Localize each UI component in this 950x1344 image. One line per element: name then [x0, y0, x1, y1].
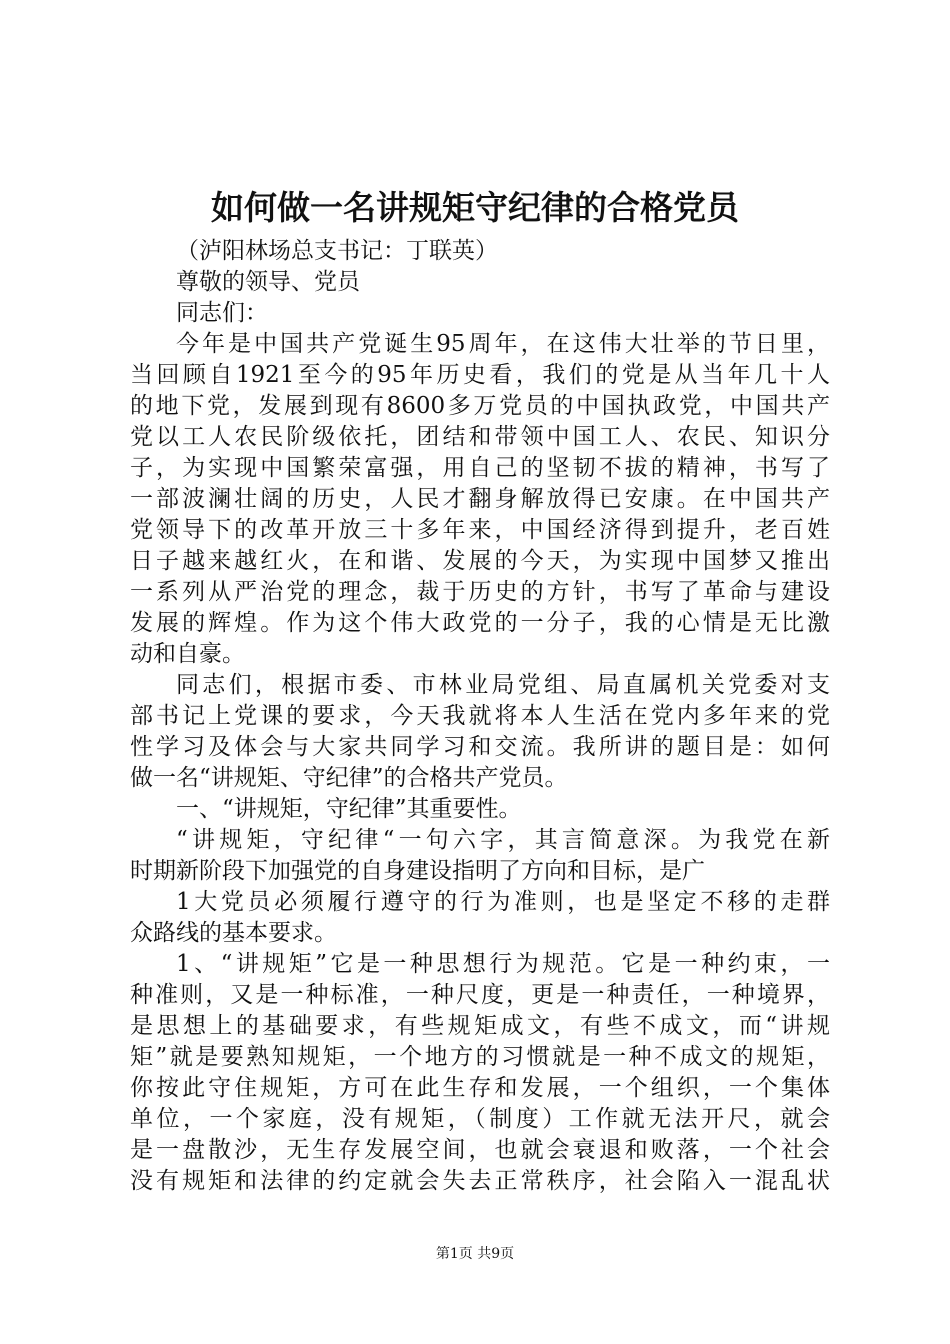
document-title: 如何做一名讲规矩守纪律的合格党员	[211, 188, 739, 227]
text-line: 今年是中国共产党诞生95周年，在这伟大壮举的节日里，	[176, 331, 830, 357]
text-line: 动和自豪。	[130, 641, 245, 667]
text-line: 是思想上的基础要求，有些规矩成文，有些不成文，而“讲规	[130, 1013, 830, 1039]
text-line: 子，为实现中国繁荣富强，用自己的坚韧不拔的精神，书写了	[130, 455, 830, 481]
text-line: 矩”就是要熟知规矩，一个地方的习惯就是一种不成文的规矩，	[130, 1044, 830, 1070]
text-line: 众路线的基本要求。	[130, 920, 337, 946]
text-line: 的地下党，发展到现有8600多万党员的中国执政党，中国共产	[130, 393, 830, 419]
text-line: 同志们：	[176, 300, 268, 326]
text-line: 尊敬的领导、党员	[176, 269, 360, 295]
document-body	[130, 236, 830, 1197]
text-line: 种准则，又是一种标准，一种尺度，更是一种责任，一种境界，	[130, 982, 830, 1008]
text-line: 一、“讲规矩，守纪律”其重要性。	[176, 796, 522, 822]
text-line: 一部波澜壮阔的历史，人民才翻身解放得已安康。在中国共产	[130, 486, 830, 512]
text-line: 同志们，根据市委、市林业局党组、局直属机关党委对支	[176, 672, 830, 698]
text-line: 时期新阶段下加强党的自身建设指明了方向和目标，是广	[130, 858, 705, 884]
text-line: 你按此守住规矩，方可在此生存和发展，一个组织，一个集体	[130, 1075, 830, 1101]
text-line: （泸阳林场总支书记：丁联英）	[176, 238, 498, 264]
text-line: 单位，一个家庭，没有规矩，（制度）工作就无法开尺，就会	[130, 1106, 830, 1132]
text-line: 党领导下的改革开放三十多年来，中国经济得到提升，老百姓	[130, 517, 830, 543]
text-line: 当回顾自1921至今的95年历史看，我们的党是从当年几十人	[130, 362, 830, 388]
text-line: 是一盘散沙，无生存发展空间，也就会衰退和败落，一个社会	[130, 1137, 830, 1163]
text-line: 发展的辉煌。作为这个伟大政党的一分子，我的心情是无比激	[130, 610, 830, 636]
text-line: “讲规矩，守纪律“一句六字，其言简意深。为我党在新	[176, 827, 830, 853]
text-line: 1、“讲规矩”它是一种思想行为规范。它是一种约束，一	[176, 951, 830, 977]
text-line: 一系列从严治党的理念，裁于历史的方针，书写了革命与建设	[130, 579, 830, 605]
text-line: 党以工人农民阶级依托，团结和带领中国工人、农民、知识分	[130, 424, 830, 450]
text-line: 没有规矩和法律的约定就会失去正常秩序，社会陷入一混乱状	[130, 1168, 830, 1194]
text-line: 性学习及体会与大家共同学习和交流。我所讲的题目是：如何	[130, 734, 830, 760]
text-line: 1大党员必须履行遵守的行为准则，也是坚定不移的走群	[176, 889, 830, 915]
text-line: 日子越来越红火，在和谐、发展的今天，为实现中国梦又推出	[130, 548, 830, 574]
text-line: 做一名“讲规矩、守纪律”的合格共产党员。	[130, 765, 568, 791]
text-line: 部书记上党课的要求，今天我就将本人生活在党内多年来的党	[130, 703, 830, 729]
page-footer: 第1页 共9页	[435, 1246, 515, 1262]
